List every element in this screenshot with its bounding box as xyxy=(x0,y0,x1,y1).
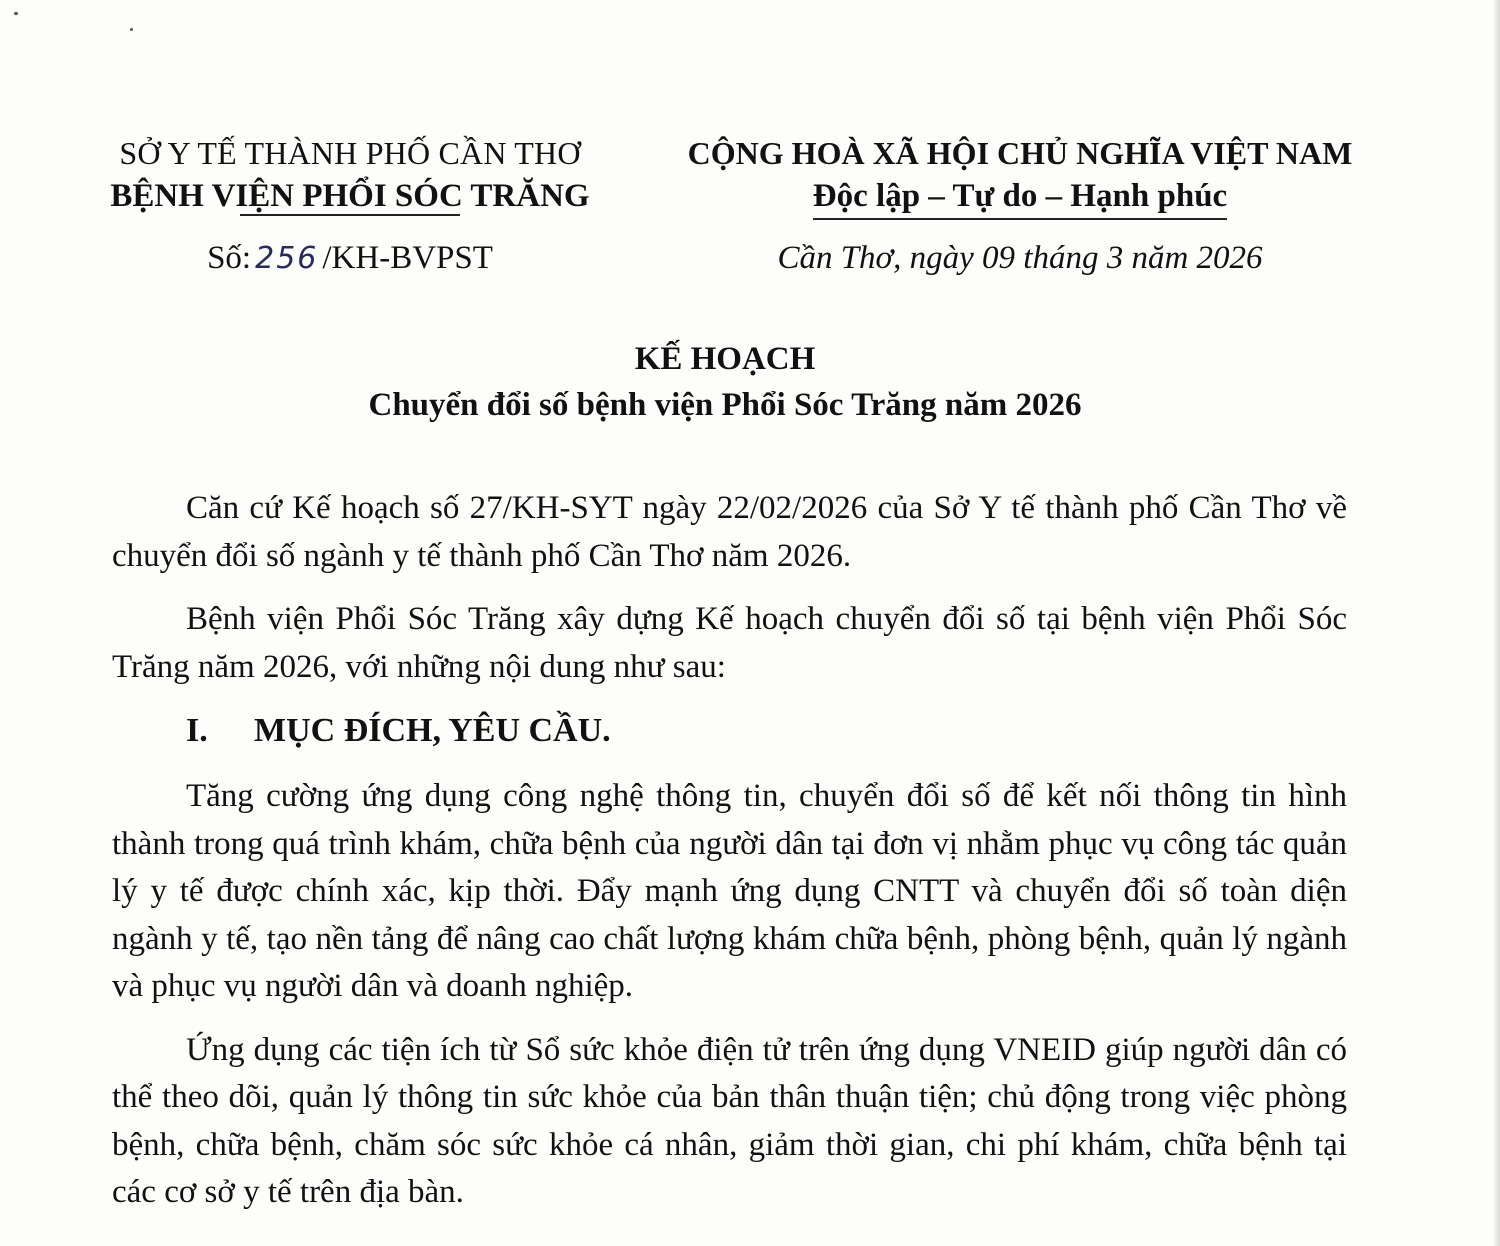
section-heading xyxy=(186,707,1347,755)
national-header-block xyxy=(640,132,1400,280)
document-subject: Chuyển đổi số bệnh viện Phổi Sóc Trăng năm 2026 xyxy=(368,387,1082,423)
organization-name: BỆNH VIỆN PHỔI SÓC TRĂNG xyxy=(110,178,590,214)
document-body xyxy=(112,485,1347,1233)
section-title: MỤC ĐÍCH, YÊU CẦU. xyxy=(254,712,611,749)
document-title-block xyxy=(0,336,1450,428)
place-and-date: Cần Thơ, ngày 09 tháng 3 năm 2026 xyxy=(777,240,1263,276)
document-number-suffix: /KH-BVPST xyxy=(322,240,493,276)
parent-agency: SỞ Y TẾ THÀNH PHỐ CẦN THƠ xyxy=(119,135,581,171)
national-motto: Độc lập – Tự do – Hạnh phúc xyxy=(813,174,1227,220)
organization-underline xyxy=(240,214,460,216)
document-number-prefix: Số: xyxy=(207,240,252,276)
scan-speck xyxy=(14,12,18,15)
paragraph-legal-basis: Căn cứ Kế hoạch số 27/KH-SYT ngày 22/02/2026 của Sở Y tế thành phố Cần Thơ về chuyển đổi số ngành y tế thành phố Cần Thơ năm 2026. xyxy=(112,490,1347,574)
section-number: I. xyxy=(186,712,208,749)
handwritten-number: 256 xyxy=(255,241,319,276)
scan-edge-shadow xyxy=(1494,0,1500,1246)
document-number xyxy=(60,236,640,281)
issuing-agency-block xyxy=(60,132,640,281)
document-type: KẾ HOẠCH xyxy=(634,341,816,377)
paragraph-purpose: Tăng cường ứng dụng công nghệ thông tin, chuyển đổi số để kết nối thông tin hình thành trong quá trình khám, chữa bệnh của người dân tại đơn vị nhằm phục vụ công tác quản lý y tế được chính xác, kịp thời. Đẩy mạnh ứng dụng CNTT và chuyển đổi số toàn diện ngành y tế, tạo nền tảng để nâng cao chất lượng khám chữa bệnh, phòng bệnh, quản lý ngành và phục vụ người dân và doanh nghiệp. xyxy=(112,778,1347,1004)
scan-speck xyxy=(130,28,133,31)
paragraph-vneid: Ứng dụng các tiện ích từ Sổ sức khỏe điện tử trên ứng dụng VNEID giúp người dân có thể theo dõi, quản lý thông tin sức khỏe của bản thân thuận tiện; chủ động trong việc phòng bệnh, chữa bệnh, chăm sóc sức khỏe cá nhân, giảm thời gian, chi phí khám, chữa bệnh tại các cơ sở y tế trên địa bàn. xyxy=(112,1031,1347,1210)
paragraph-introduction: Bệnh viện Phổi Sóc Trăng xây dựng Kế hoạch chuyển đổi số tại bệnh viện Phổi Sóc Trăng năm 2026, với những nội dung như sau: xyxy=(112,601,1347,685)
nation-name: CỘNG HOÀ XÃ HỘI CHỦ NGHĨA VIỆT NAM xyxy=(687,135,1353,171)
